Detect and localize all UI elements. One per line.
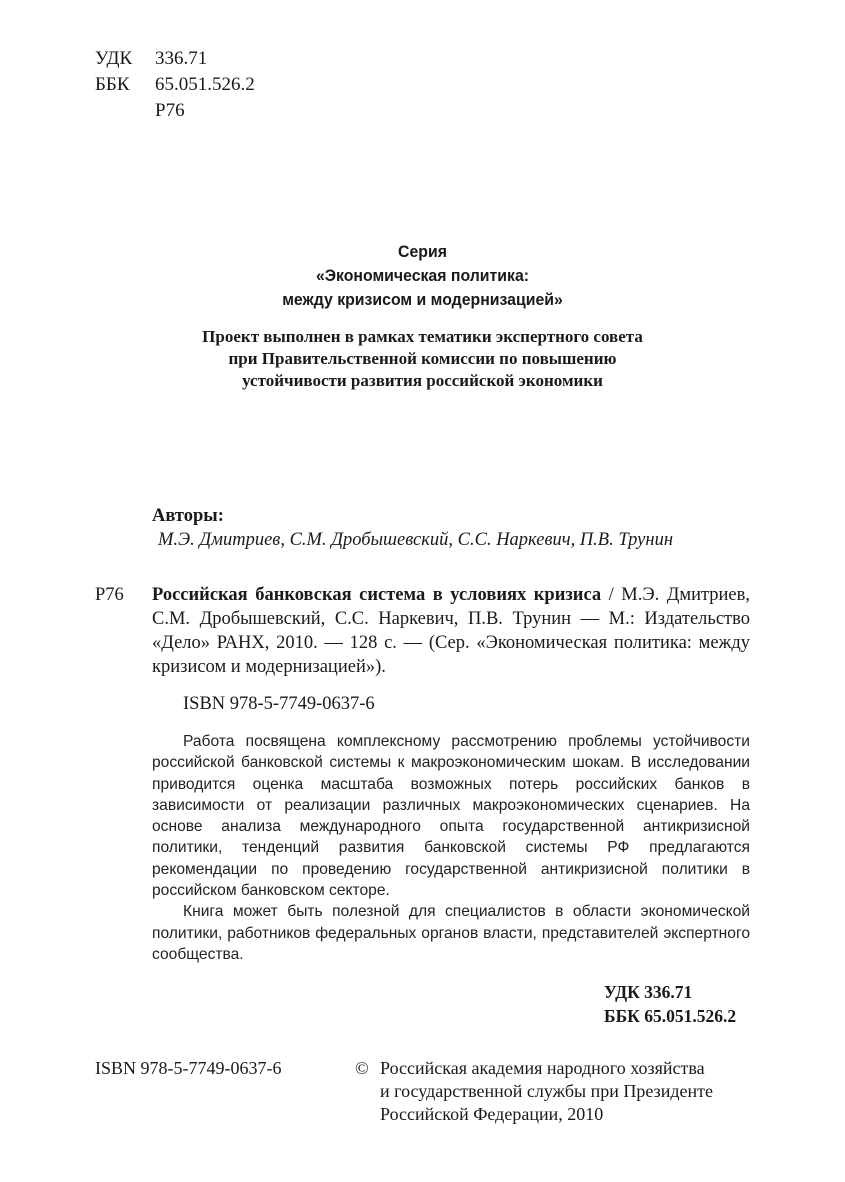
copyright-notice xyxy=(355,1057,775,1126)
project-line-2: при Правительственной комиссии по повышению xyxy=(228,349,617,368)
entry-code: Р76 xyxy=(95,585,124,605)
copyright-symbol: © xyxy=(355,1058,369,1078)
entry-title: Российская банковская система в условиях кризиса xyxy=(152,585,602,605)
bbk-value: 65.051.526.2 xyxy=(155,74,255,95)
copyright-line-3: Российской Федерации, 2010 xyxy=(380,1104,604,1124)
copyright-line-2: и государственной службы при Президенте xyxy=(380,1081,713,1101)
authors-block xyxy=(152,504,673,552)
bottom-codes xyxy=(604,980,736,1028)
abstract-paragraph-1: Работа посвящена комплексному рассмотрению проблемы устойчивости российской банковской системы к макроэкономическим шокам. В исследовании приводится оценка масштаба возможных потерь российских банков в зависимости от реализации различных макроэкономических сценариев. На основе анализа международного опыта государственной антикризисной политики, тенденций развития банковской системы РФ предлагаются рекомендации по проведению государственной антикризисной политики в российском банковском секторе. xyxy=(152,733,750,900)
bbk-label: ББК xyxy=(95,74,130,95)
project-note xyxy=(0,326,845,392)
entry-details: / М.Э. Дмитриев, С.М. Дробышевский, С.С. Наркевич, П.В. Трунин — М.: Издательство «Дело» РАНХ, 2010. — 128 с. — (Сер. «Экономическая политика: между кризисом и модернизацией»). xyxy=(152,585,750,677)
series-line-1: Серия xyxy=(398,243,447,261)
entry-isbn: ISBN 978-5-7749-0637-6 xyxy=(183,694,375,714)
series-title xyxy=(17,240,828,312)
classification-block xyxy=(95,46,255,124)
authors-heading: Авторы: xyxy=(152,506,224,526)
copyright-line-1: Российская академия народного хозяйства xyxy=(380,1058,705,1078)
bibliographic-entry xyxy=(152,583,750,679)
series-line-2: «Экономическая политика: xyxy=(315,267,530,285)
author-sign: Р76 xyxy=(155,100,185,121)
project-line-3: устойчивости развития российской экономики xyxy=(242,371,603,390)
bottom-udc: УДК 336.71 xyxy=(604,982,693,1002)
udc-value: 336.71 xyxy=(155,48,208,69)
abstract xyxy=(152,731,750,965)
abstract-paragraph-2: Книга может быть полезной для специалистов в области экономической политики, работников федеральных органов власти, представителей экспертного сообщества. xyxy=(152,903,750,963)
footer-isbn: ISBN 978-5-7749-0637-6 xyxy=(95,1058,282,1078)
udc-label: УДК xyxy=(95,48,133,69)
authors-names: М.Э. Дмитриев, С.М. Дробышевский, С.С. Наркевич, П.В. Трунин xyxy=(158,530,674,550)
series-line-3: между кризисом и модернизацией» xyxy=(282,291,563,309)
project-line-1: Проект выполнен в рамках тематики экспертного совета xyxy=(202,327,643,346)
bottom-bbk: ББК 65.051.526.2 xyxy=(604,1006,737,1026)
